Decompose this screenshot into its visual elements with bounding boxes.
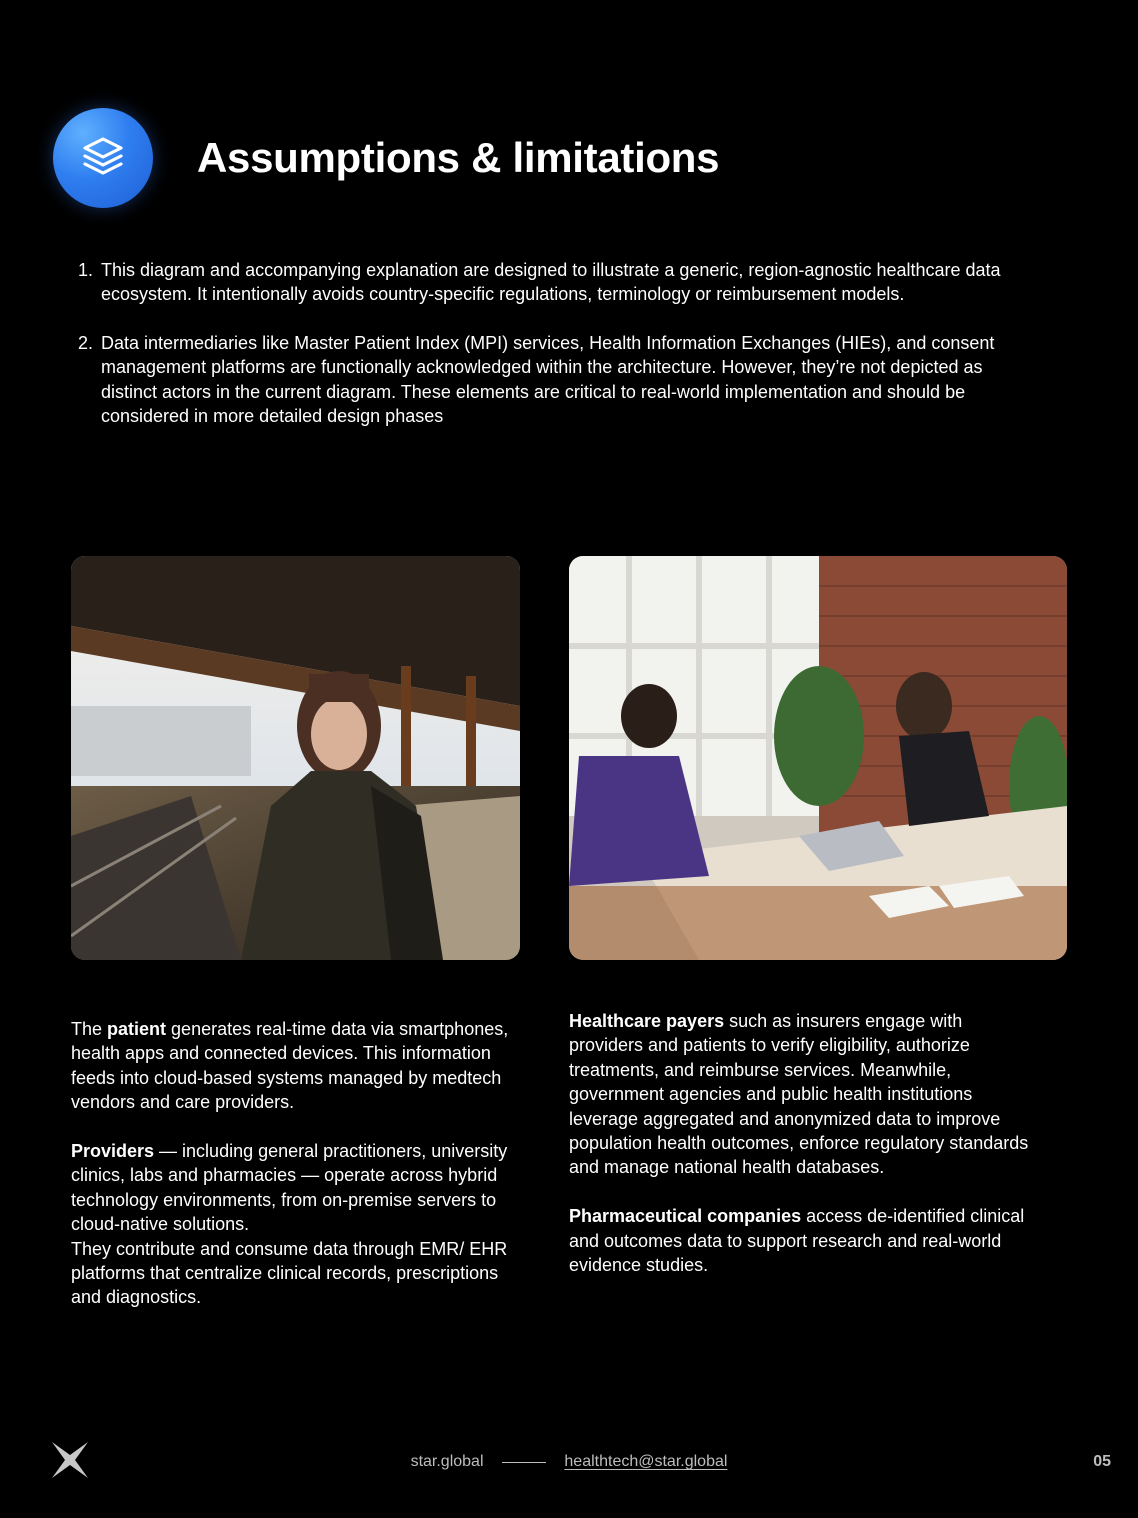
pharma-term: Pharmaceutical companies [569, 1206, 802, 1227]
stacked-layers-glyph [76, 131, 130, 185]
list-item [71, 331, 1021, 428]
list-text: This diagram and accompanying explanation are designed to illustrate a generic, region-agnostic healthcare data ecosystem. It intentionally avoids country-specific regulations, terminology or reimbursement models. [101, 260, 1001, 305]
providers-paragraph: Providers — including general practitioners, university clinics, labs and pharmacies — operate across hybrid technology environments, from on-premise servers to cloud-native solutions. [71, 1141, 508, 1235]
payers-paragraph: Healthcare payers such as insurers engage with providers and patients to verify eligibility, authorize treatments, and reimburse services. Meanwhile, government agencies and public health institutions leverage aggregated and anonymized data to improve population health outcomes, enforce regulatory standards and manage national health databases. [569, 1011, 1029, 1178]
list-number: 2. [78, 333, 94, 354]
page-title: Assumptions & limitations [197, 134, 720, 181]
photo-patient-train-platform [71, 556, 520, 960]
patient-term: patient [107, 1019, 167, 1039]
footer-divider [502, 1462, 546, 1463]
payers-term: Healthcare payers [569, 1011, 725, 1031]
list-number: 1. [78, 260, 94, 280]
page-number: 05 [1093, 1453, 1111, 1470]
pharma-paragraph: Pharmaceutical companies access de-identified clinical and outcomes data to support research and real-world evidence studies. [569, 1206, 1025, 1276]
list-item [71, 258, 1021, 307]
providers-term: Providers [71, 1141, 155, 1162]
right-text-column [569, 1009, 1029, 1302]
assumptions-list [71, 258, 1021, 453]
footer-email-link[interactable]: healthtech@star.global [564, 1453, 728, 1470]
left-text-column [71, 1017, 521, 1334]
photo-office-meeting [569, 556, 1067, 960]
list-text: Data intermediaries like Master Patient Index (MPI) services, Health Information Exchanges (HIEs), and consent management platforms are functionally acknowledged within the architecture. However, they’re not depicted as distinct actors in the current diagram. These elements are critical to real-world implementation and should be considered in more detailed design phases [101, 333, 995, 426]
stacked-layers-icon [53, 108, 153, 208]
footer-site[interactable]: star.global [410, 1453, 484, 1470]
patient-paragraph: The patient generates real-time data via smartphones, health apps and connected devices. This information feeds into cloud-based systems managed by medtech vendors and care providers. [71, 1019, 509, 1113]
providers-paragraph-continued: They contribute and consume data through EMR/ EHR platforms that centralize clinical records, prescriptions and diagnostics. [71, 1238, 508, 1308]
footer-contact [0, 1451, 1138, 1473]
